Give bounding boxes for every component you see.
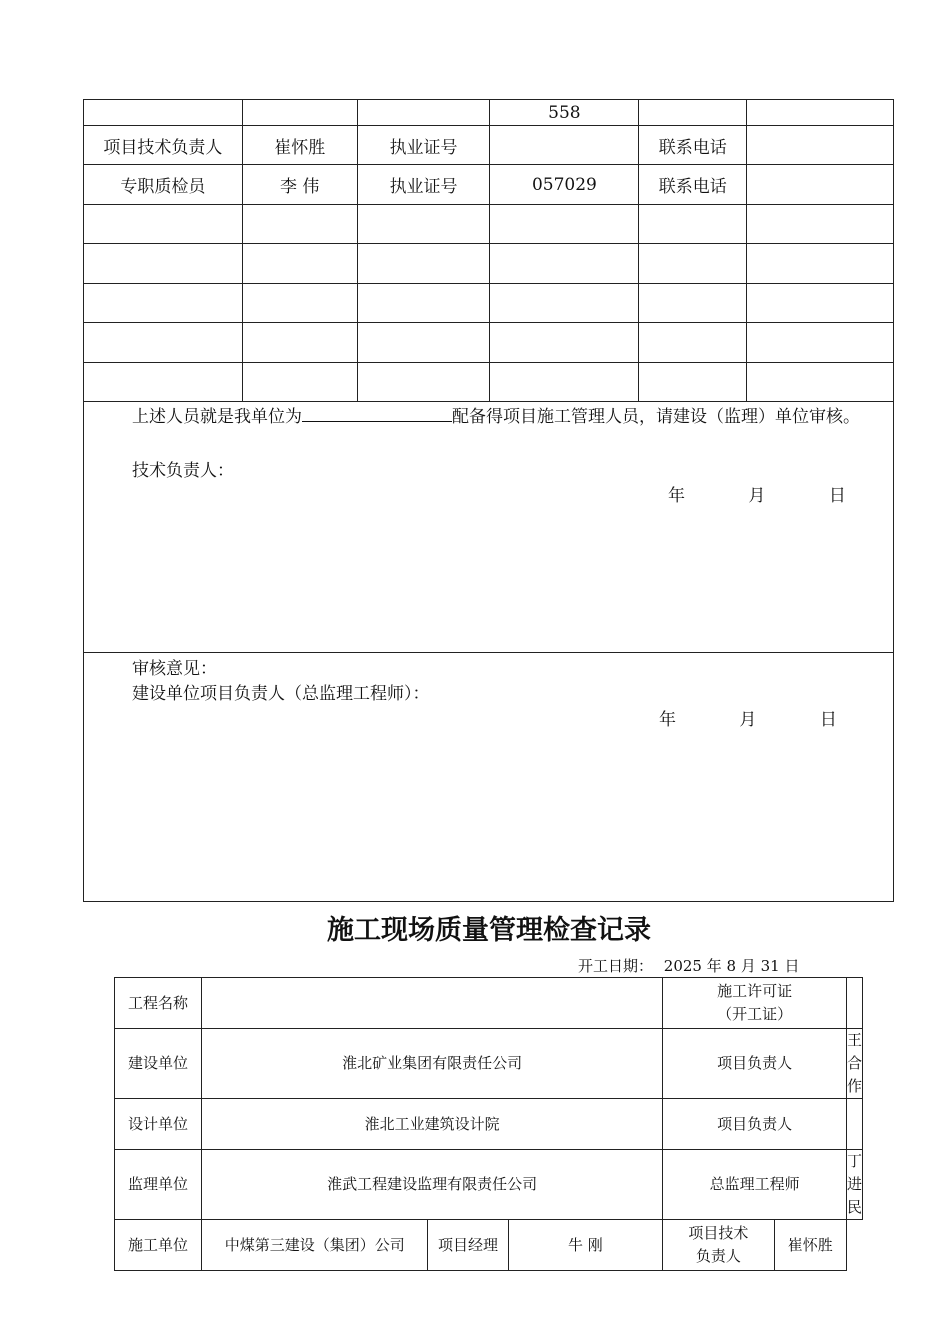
phone-cell <box>747 165 894 205</box>
value-cell: 王合作 <box>846 1029 862 1099</box>
label-cell: 项目经理 <box>428 1220 508 1271</box>
table-cell <box>357 323 490 363</box>
day-label: 日 <box>828 486 846 506</box>
label-cell: 施工单位 <box>115 1220 202 1271</box>
table-row <box>84 165 894 205</box>
personnel-table <box>83 99 894 902</box>
value-cell: 淮武工程建设监理有限责任公司 <box>201 1150 662 1220</box>
blank-underline <box>302 404 452 422</box>
value-cell <box>846 1099 862 1150</box>
phone-cell <box>747 126 894 165</box>
declaration-text-start: 上述人员就是我单位为 <box>132 407 302 427</box>
label-cell: 监理单位 <box>115 1150 202 1220</box>
year-label: 年 <box>668 486 685 506</box>
tech-lead-label-line2: 负责人 <box>695 1247 741 1265</box>
table-cell <box>84 363 243 402</box>
table-row <box>115 1220 863 1271</box>
table-cell <box>357 284 490 323</box>
table-cell <box>747 284 894 323</box>
cert-no-cell <box>490 126 639 165</box>
table-cell <box>639 244 747 284</box>
declaration-row <box>84 402 894 653</box>
table-cell <box>84 323 243 363</box>
cert-label-cell: 执业证号 <box>357 126 490 165</box>
review-opinion-label: 审核意见： <box>132 659 217 679</box>
role-cell: 项目技术负责人 <box>84 126 243 165</box>
value-cell: 牛 刚 <box>508 1220 663 1271</box>
table-row <box>84 363 894 402</box>
label-cell <box>663 978 847 1029</box>
declaration-cell <box>84 402 894 653</box>
table-cell <box>242 244 357 284</box>
table-cell <box>242 323 357 363</box>
table-cell: 558 <box>490 100 639 126</box>
table-cell <box>490 323 639 363</box>
table-cell <box>84 244 243 284</box>
value-cell: 淮北矿业集团有限责任公司 <box>201 1029 662 1099</box>
month-label: 月 <box>739 710 757 730</box>
month-label: 月 <box>748 486 766 506</box>
table-row <box>84 205 894 244</box>
table-cell <box>639 284 747 323</box>
cert-label-cell: 执业证号 <box>357 165 490 205</box>
permit-label-line1: 施工许可证 <box>717 982 793 1000</box>
table-cell <box>639 100 747 126</box>
table-cell <box>639 205 747 244</box>
table-cell <box>242 284 357 323</box>
table-cell <box>747 100 894 126</box>
start-date <box>578 955 799 976</box>
table-row <box>115 1099 863 1150</box>
declaration-text <box>84 404 893 430</box>
label-cell: 设计单位 <box>115 1099 202 1150</box>
start-date-value: 2025 年 8 月 31 日 <box>663 957 800 975</box>
year-label: 年 <box>659 710 676 730</box>
table-cell <box>490 363 639 402</box>
table-cell <box>747 244 894 284</box>
name-cell: 李 伟 <box>242 165 357 205</box>
declaration-text-end: 配备得项目施工管理人员，请建设（监理）单位审核。 <box>452 407 860 427</box>
table-row <box>84 284 894 323</box>
page-title: 施工现场质量管理检查记录 <box>327 915 651 946</box>
value-cell: 淮北工业建筑设计院 <box>201 1099 662 1150</box>
table-row <box>115 1029 863 1099</box>
table-cell <box>639 363 747 402</box>
label-cell: 工程名称 <box>115 978 202 1029</box>
table-cell <box>490 284 639 323</box>
declaration-date <box>668 481 846 506</box>
label-cell: 项目负责人 <box>663 1029 847 1099</box>
table-row <box>115 1150 863 1220</box>
table-cell <box>357 363 490 402</box>
phone-label-cell: 联系电话 <box>639 126 747 165</box>
table-cell <box>357 205 490 244</box>
review-cell <box>84 653 894 902</box>
table-cell <box>639 323 747 363</box>
quality-check-table <box>114 977 863 1271</box>
table-cell <box>242 363 357 402</box>
table-row <box>84 323 894 363</box>
table-cell <box>747 205 894 244</box>
table-cell <box>747 363 894 402</box>
table-cell <box>84 284 243 323</box>
label-cell: 总监理工程师 <box>663 1150 847 1220</box>
value-cell <box>201 978 662 1029</box>
role-cell: 专职质检员 <box>84 165 243 205</box>
table-cell <box>747 323 894 363</box>
table-cell <box>84 205 243 244</box>
value-cell: 丁进民 <box>846 1150 862 1220</box>
phone-label-cell: 联系电话 <box>639 165 747 205</box>
value-cell: 崔怀胜 <box>774 1220 846 1271</box>
tech-lead-signature-label: 技术负责人： <box>132 461 234 481</box>
tech-lead-label-line1: 项目技术 <box>688 1224 749 1242</box>
start-date-label: 开工日期： <box>578 957 654 975</box>
permit-label-line2: （开工证） <box>717 1005 793 1023</box>
label-cell: 项目负责人 <box>663 1099 847 1150</box>
table-cell <box>84 100 243 126</box>
label-cell <box>663 1220 774 1271</box>
table-row <box>115 978 863 1029</box>
label-cell: 建设单位 <box>115 1029 202 1099</box>
value-cell <box>846 978 862 1029</box>
table-cell <box>242 205 357 244</box>
table-row <box>84 244 894 284</box>
table-cell <box>357 244 490 284</box>
table-row <box>84 126 894 165</box>
review-row <box>84 653 894 902</box>
table-cell <box>242 100 357 126</box>
table-cell <box>490 205 639 244</box>
table-cell <box>357 100 490 126</box>
day-label: 日 <box>819 710 837 730</box>
review-date <box>659 705 837 730</box>
owner-signature-label: 建设单位项目负责人（总监理工程师）： <box>132 684 430 704</box>
value-cell: 中煤第三建设（集团）公司 <box>201 1220 427 1271</box>
table-cell <box>490 244 639 284</box>
name-cell: 崔怀胜 <box>242 126 357 165</box>
table-row <box>84 100 894 126</box>
cert-no-cell: 057029 <box>490 165 639 205</box>
